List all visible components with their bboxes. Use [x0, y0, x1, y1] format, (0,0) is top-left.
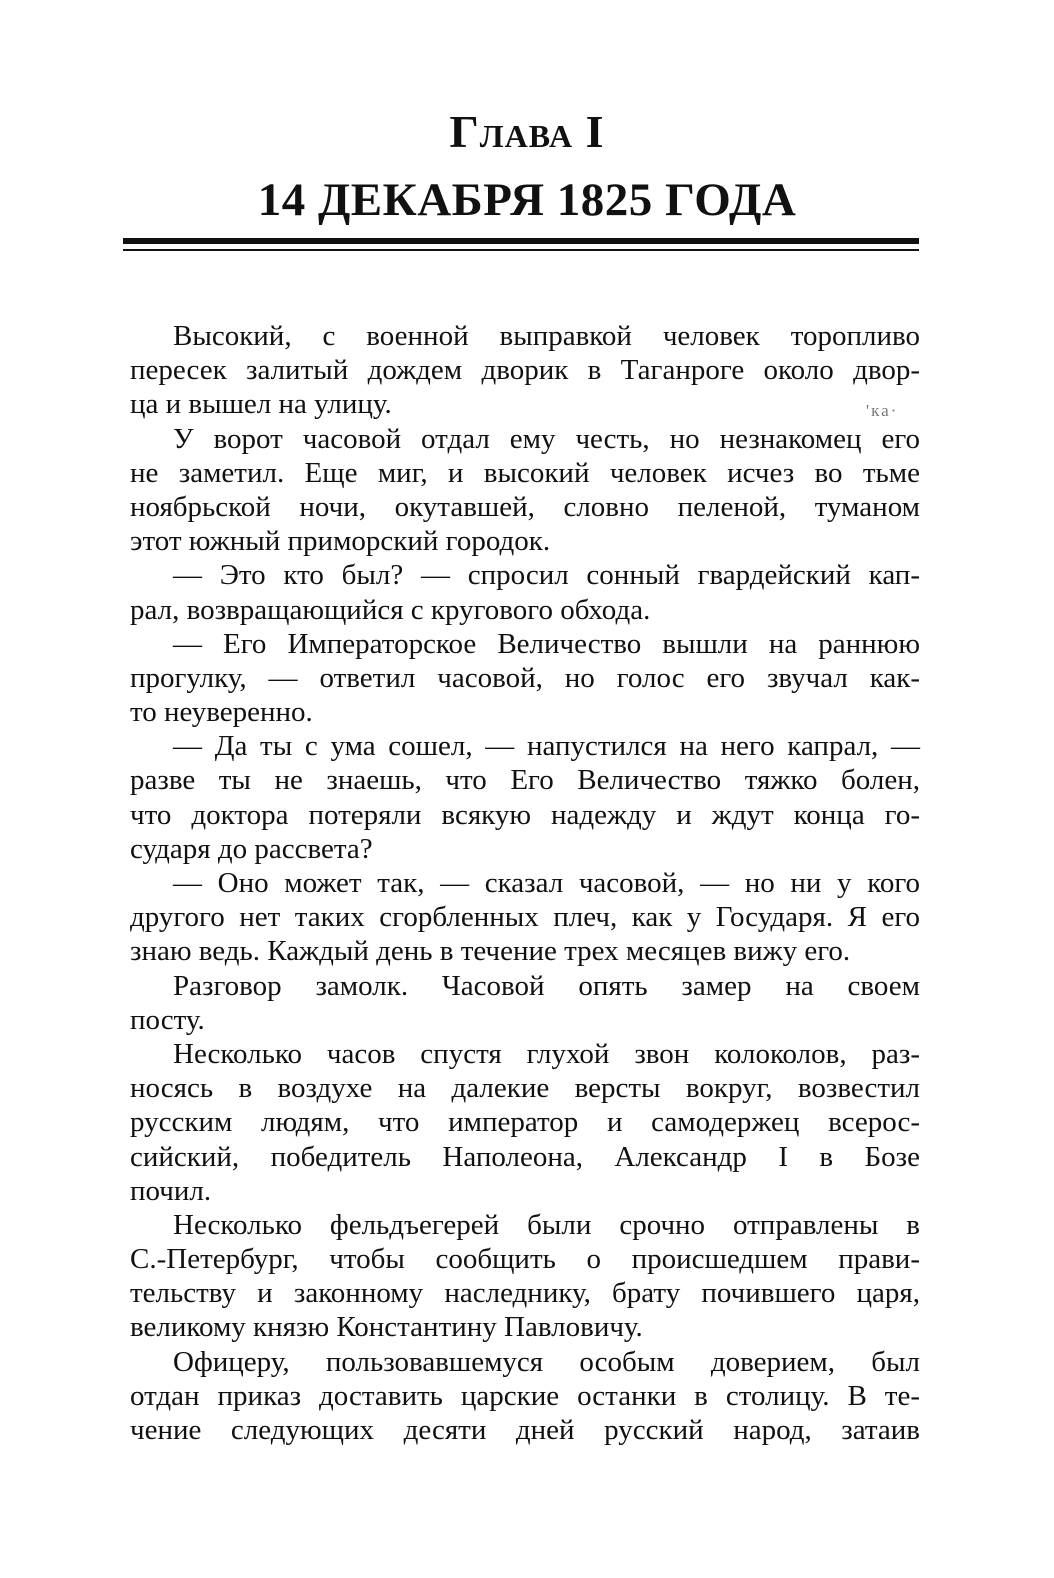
text-line: этот южный приморский городок.: [130, 525, 551, 558]
text-line: Разговор замолк. Часовой опять замер на своем: [173, 969, 920, 1002]
text-line: прогулку, — ответил часовой, но голос его звучал как-: [130, 661, 920, 694]
chapter-title: 14 ДЕКАБРЯ 1825 ГОДА: [257, 174, 797, 226]
text-line: пересек залитый дождем дворик в Таганроге около двор-: [130, 354, 920, 387]
text-line: великому князю Константину Павловичу.: [130, 1311, 643, 1344]
text-line: другого нет таких сгорбленных плеч, как у Государя. Я его: [130, 901, 920, 934]
text-line: тельству и законному наследнику, брату почившего царя,: [130, 1277, 920, 1310]
text-line: чение следующих десяти дней русский народ, затаив: [130, 1414, 920, 1446]
text-line: ноябрьской ночи, окутавшей, словно пеленой, туманом: [130, 490, 920, 523]
text-line: рал, возвращающийся с кругового обхода.: [130, 593, 651, 626]
body-text: [130, 319, 920, 1447]
text-line: отдан приказ доставить царские останки в столицу. В те-: [130, 1379, 920, 1412]
text-line: разве ты не знаешь, что Его Величество тяжко болен,: [130, 764, 920, 797]
text-line: У ворот часовой отдал ему честь, но незнакомец его: [173, 422, 920, 455]
title-rule-thick: [123, 238, 919, 244]
text-line: Высокий, с военной выправкой человек торопливо: [173, 320, 920, 352]
text-line: не заметил. Еще миг, и высокий человек исчез во тьме: [130, 456, 920, 489]
text-line: сударя до рассвета?: [130, 832, 373, 865]
text-line: — Да ты с ума сошел, — напустился на него капрал, —: [173, 730, 920, 763]
text-line: носясь в воздухе на далекие версты вокруг, возвестил: [130, 1072, 920, 1105]
margin-mark: 'ка·: [866, 401, 899, 420]
text-line: почил.: [130, 1174, 212, 1207]
text-line: сийский, победитель Наполеона, Александр I в Бозе: [130, 1140, 920, 1173]
text-line: знаю ведь. Каждый день в течение трех месяцев вижу его.: [130, 935, 851, 968]
chapter-label: Глава I: [449, 106, 605, 157]
text-line: то неуверенно.: [130, 696, 313, 729]
text-line: Несколько часов спустя глухой звон колоколов, раз-: [173, 1037, 920, 1070]
text-line: Несколько фельдъегерей были срочно отправлены в: [173, 1208, 920, 1241]
text-line: — Это кто был? — спросил сонный гвардейский кап-: [173, 559, 920, 592]
text-line: — Его Императорское Величество вышли на раннюю: [173, 627, 920, 660]
title-rule-thin: [123, 249, 919, 251]
text-line: С.-Петербург, чтобы сообщить о происшедшем прави-: [130, 1243, 920, 1276]
text-line: — Оно может так, — сказал часовой, — но ни у кого: [173, 867, 920, 899]
text-line: русским людям, что император и самодержец всерос-: [130, 1106, 920, 1139]
text-line: Офицеру, пользовавшемуся особым доверием, был: [173, 1345, 920, 1378]
text-line: ца и вышел на улицу.: [130, 388, 392, 421]
text-line: что доктора потеряли всякую надежду и ждут конца го-: [130, 798, 920, 831]
text-line: посту.: [130, 1003, 205, 1036]
